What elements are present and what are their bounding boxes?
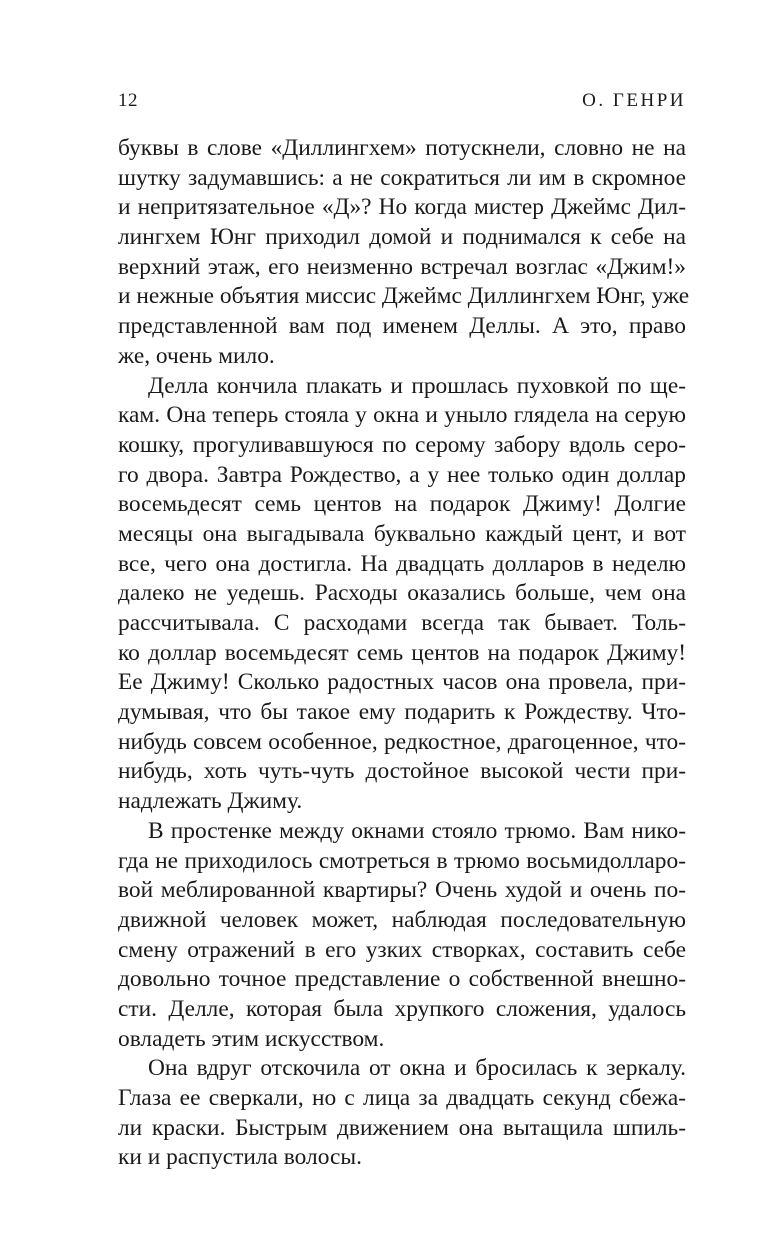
text-line: думывая, что бы такое ему подарить к Рождеству. Что- xyxy=(118,699,686,726)
text-line: вой меблированной квартиры? Очень худой и очень по- xyxy=(118,877,686,904)
body-text xyxy=(118,134,690,1173)
paragraph xyxy=(118,1054,686,1173)
text-line: буквы в слове «Диллингхем» потускнели, словно не на xyxy=(118,135,686,161)
text-line: ли краски. Быстрым движением она вытащила шпиль- xyxy=(118,1114,686,1141)
text-line: Ее Джиму! Сколько радостных часов она провела, при- xyxy=(118,669,686,696)
text-line: движной человек может, наблюдая последовательную xyxy=(118,906,686,933)
text-line: нибудь совсем особенное, редкостное, драгоценное, что- xyxy=(118,728,686,755)
text-line: далеко не уедешь. Расходы оказались больше, чем она xyxy=(118,580,686,607)
text-line: лингхем Юнг приходил домой и поднимался к себе на xyxy=(118,224,686,251)
text-line: и нежные объятия миссис Джеймс Диллингхем Юнг, уже xyxy=(118,283,690,310)
author-name: О. ГЕНРИ xyxy=(582,90,686,111)
text-line: верхний этаж, его неизменно встречал возглас «Джим!» xyxy=(118,253,686,280)
text-line: кам. Она теперь стояла у окна и уныло глядела на серую xyxy=(118,402,686,429)
text-line: гда не приходилось смотреться в трюмо восьмидолларо- xyxy=(118,847,686,874)
text-line: В простенке между окнами стояло трюмо. Вам нико- xyxy=(148,817,686,844)
running-head xyxy=(118,90,686,116)
paragraph xyxy=(118,817,686,1055)
text-line: кошку, прогуливавшуюся по серому забору вдоль серо- xyxy=(118,431,686,458)
text-line: все, чего она достигла. На двадцать долларов в неделю xyxy=(118,550,686,577)
text-line: ки и распустила волосы. xyxy=(118,1144,362,1171)
paragraph xyxy=(118,134,690,372)
text-line: надлежать Джиму. xyxy=(118,788,303,815)
text-line: же, очень мило. xyxy=(118,342,275,369)
text-line: Она вдруг отскочила от окна и бросилась к зеркалу. xyxy=(148,1055,686,1082)
text-line: смену отражений в его узких створках, составить себе xyxy=(118,936,686,963)
paragraph xyxy=(118,372,686,817)
text-line: восемьдесят семь центов на подарок Джиму! Долгие xyxy=(118,491,686,518)
text-line: шутку задумавшись: а не сократиться ли им в скромное xyxy=(118,164,686,191)
text-line: Делла кончила плакать и прошлась пуховкой по ще- xyxy=(148,372,686,399)
text-line: сти. Делле, которая была хрупкого сложения, удалось xyxy=(118,995,686,1022)
text-line: ко доллар восемьдесят семь центов на подарок Джиму! xyxy=(118,639,686,666)
text-line: месяцы она выгадывала буквально каждый цент, и вот xyxy=(118,520,686,547)
text-line: и непритязательное «Д»? Но когда мистер Джеймс Дил- xyxy=(118,194,686,221)
text-line: представленной вам под именем Деллы. А это, право xyxy=(118,313,686,340)
text-line: овладеть этим искусством. xyxy=(118,1025,385,1052)
page-number: 12 xyxy=(118,90,138,111)
text-line: Глаза ее сверкали, но с лица за двадцать секунд сбежа- xyxy=(118,1085,686,1111)
text-line: го двора. Завтра Рождество, а у нее только один доллар xyxy=(118,461,686,488)
text-line: довольно точное представление о собственной внешно- xyxy=(118,966,686,993)
text-line: нибудь, хоть чуть-чуть достойное высокой чести при- xyxy=(118,758,686,785)
text-line: рассчитывала. С расходами всегда так бывает. Толь- xyxy=(118,610,686,636)
